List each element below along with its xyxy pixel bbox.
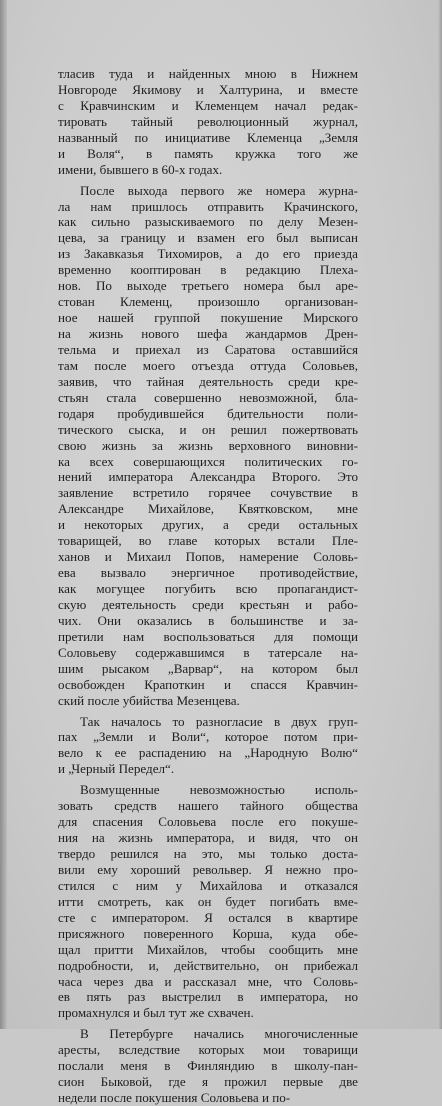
text-line: ханов и Михаил Попов, намерение Соловь-: [58, 549, 358, 565]
text-line: После выхода первого же номера журна-: [80, 182, 358, 198]
text-line: ев пять раз выстрелил в императора, но: [58, 989, 358, 1005]
text-line: сион Быковой, где я прожил первые две: [58, 1074, 358, 1090]
text-line: часа через два и рассказал мне, что Соловь-: [58, 973, 358, 989]
text-line: вело к ее распадению на „Народную Волю“: [58, 745, 358, 761]
text-line: послали меня в Финляндию в школу-пан-: [58, 1058, 358, 1074]
text-line: пах „Земли и Воли“, которое потом при-: [58, 729, 358, 745]
text-line: товарищей, во главе которых встали Пле-: [58, 533, 358, 549]
text-line: ное нашей группой покушение Мирского: [58, 310, 358, 326]
text-line: вили ему хороший револьвер. Я нежно про-: [58, 861, 358, 877]
text-line: ка всех совершающихся политических го-: [58, 453, 358, 469]
page-left-edge-shadow: [0, 0, 7, 1029]
paragraph: [58, 714, 358, 778]
text-line: Новгороде Якимову и Халтурина, и вместе: [58, 81, 358, 97]
text-line: твердо решился на это, мы только доста-: [58, 846, 358, 861]
text-line: стован Клеменц, произошло организован-: [58, 294, 358, 310]
text-line: ский после убийства Мезенцева.: [58, 692, 240, 708]
text-line: ния на жизнь императора, и видя, что он: [58, 830, 358, 846]
text-line: как сильно разыскиваемого по делу Мезен-: [58, 214, 358, 230]
text-line: подробности, и, действительно, он прибежал: [58, 957, 358, 973]
text-line: как могущее погубить всю пропагандист-: [58, 581, 358, 596]
text-line: годаря пробудившейся бдительности поли-: [58, 405, 358, 421]
text-line: с Кравчинским и Клеменцем начал редак-: [58, 97, 358, 113]
text-column: [58, 66, 358, 1106]
text-line: заявив, что тайная деятельность среди кре-: [58, 373, 358, 389]
text-line: названный по инициативе Клеменца „Земля: [58, 129, 358, 145]
text-line: чих. Они оказались в большинстве и за-: [58, 612, 358, 628]
text-line: и Воля“, в память кружка того же: [58, 145, 358, 161]
paragraph: [58, 1026, 358, 1106]
text-line: имени, бывшего в 60-х годах.: [58, 161, 223, 177]
text-line: зовать средств нашего тайного общества: [58, 798, 358, 814]
text-line: Александре Михайлове, Квятковском, мне: [58, 501, 358, 517]
text-line: Возмущенные невозможностью исполь-: [80, 782, 358, 798]
text-line: заявление встретило горячее сочувствие в: [58, 485, 358, 501]
text-line: там после моего отъезда оттуда Соловьев,: [58, 357, 358, 373]
text-line: освобожден Крапоткин и спасся Кравчин-: [58, 676, 358, 692]
text-line: нений императора Александра Второго. Это: [58, 469, 358, 485]
paragraph: [58, 66, 358, 178]
text-line: и „Черный Передел“.: [58, 761, 175, 777]
text-line: аресты, вследствие которых мои товарищи: [58, 1042, 358, 1058]
text-line: тельма и приехал из Саратова оставшийся: [58, 341, 358, 357]
text-line: для спасения Соловьева после его покуше-: [58, 814, 358, 830]
text-line: свою жизнь за жизнь верховного виновни-: [58, 437, 358, 453]
text-line: Соловьеву содержавшимся в татерсале на-: [58, 644, 358, 660]
paragraph: [58, 782, 358, 1021]
text-line: промахнулся и был тут же схвачен.: [58, 1005, 254, 1021]
text-line: ева вызвало энергичное противодействие,: [58, 565, 358, 581]
paragraph: [58, 183, 358, 709]
text-line: на жизнь нового шефа жандармов Дрен-: [58, 326, 358, 341]
text-line: щал притти Михайлов, чтобы сообщить мне: [58, 941, 358, 957]
text-line: цева, за границу и взамен его был выписан: [58, 230, 358, 246]
text-line: тического сыска, и он решил пожертвовать: [58, 421, 358, 437]
text-line: стьян стала совершенно невозможной, бла-: [58, 389, 358, 405]
text-line: скую деятельность среди крестьян и рабо-: [58, 596, 358, 612]
text-line: тировать тайный революционный журнал,: [58, 113, 358, 129]
text-line: В Петербурге начались многочисленные: [80, 1026, 358, 1042]
text-line: претили нам воспользоваться для помощи: [58, 628, 358, 644]
text-line: шим рысаком „Варвар“, на котором был: [58, 660, 358, 676]
page-right-edge-shadow: [438, 0, 442, 1029]
text-line: нов. По выходе третьего номера был аре-: [58, 278, 358, 294]
text-line: ла нам пришлось отправить Крачинского,: [58, 198, 358, 214]
text-line: присяжного поверенного Корша, куда обе-: [58, 925, 358, 941]
text-line: и некоторых других, а среди остальных: [58, 517, 358, 533]
text-line: недели после покушения Соловьева и по-: [58, 1090, 291, 1106]
text-line: из Закавказья Тихомиров, а до его приезда: [58, 246, 358, 262]
text-line: стился с ним у Михайлова и отказался: [58, 877, 358, 893]
text-line: тласив туда и найденных мною в Нижнем: [58, 66, 358, 81]
text-line: временно кооптирован в редакцию Плеха-: [58, 262, 358, 278]
text-line: итти смотреть, как он будет погибать вме-: [58, 893, 358, 909]
text-line: сте с императором. Я остался в квартире: [58, 909, 358, 925]
text-line: Так началось то разногласие в двух груп-: [80, 713, 358, 729]
